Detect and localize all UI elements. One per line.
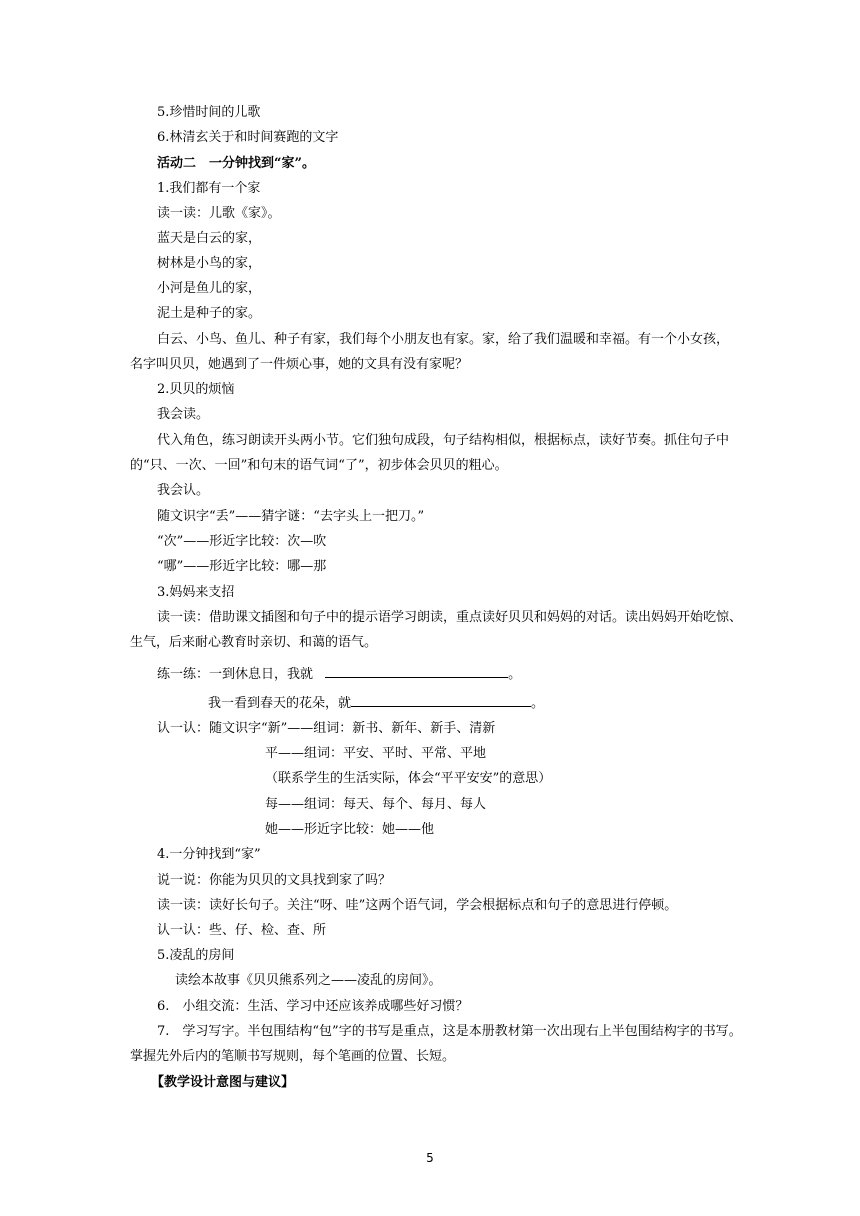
fill-in-line <box>208 692 544 713</box>
text-line: 读一读：儿歌《家》。 <box>157 206 281 221</box>
text-line: 白云、小鸟、鱼儿、种子有家，我们每个小朋友也有家。家，给了我们温暖和幸福。有一个小女孩， <box>157 332 730 347</box>
section-heading: 【教学设计意图与建议】 <box>151 1075 295 1090</box>
text-line: 掌握先外后内的笔顺书写规则，每个笔画的位置、长短。 <box>130 1049 456 1064</box>
text-line: 3.妈妈来支招 <box>157 585 235 600</box>
text-line: 6.林清玄关于和时间赛跑的文字 <box>157 130 339 145</box>
text-line: 她——形近字比较：她——他 <box>265 822 435 837</box>
text-line: 读一读：借助课文插图和句子中的提示语学习朗读，重点读好贝贝和妈妈的对话。读出妈妈开始吃惊、 <box>157 610 743 625</box>
text-line: 名字叫贝贝，她遇到了一件烦心事，她的文具有没有家呢？ <box>130 357 469 372</box>
text-line: “哪”——形近字比较：哪—那 <box>157 559 327 574</box>
fill-in-prompt: 我一看到春天的花朵，就 <box>208 696 352 711</box>
poem-line: 树林是小鸟的家， <box>157 256 262 271</box>
text-line: 2.贝贝的烦恼 <box>157 382 235 397</box>
fill-in-end: 。 <box>531 696 545 711</box>
text-line: 5.凌乱的房间 <box>157 948 235 963</box>
text-line: （联系学生的生活实际，体会“平平安安”的意思） <box>265 771 552 786</box>
text-line: 的“只、一次、一回”和句末的语气词“了”，初步体会贝贝的粗心。 <box>130 458 508 473</box>
text-line: 4.一分钟找到“家” <box>157 847 261 862</box>
text-line: 生气，后来耐心教育时亲切、和蔼的语气。 <box>130 635 378 650</box>
text-line: 随文识字“丢”——猜字谜：“去字头上一把刀。” <box>157 509 425 524</box>
text-line: 6. 小组交流：生活、学习中还应该养成哪些好习惯？ <box>157 999 469 1014</box>
text-line: 5.珍惜时间的儿歌 <box>157 105 261 120</box>
section-heading: 活动二 一分钟找到“家”。 <box>157 156 315 171</box>
poem-line: 泥土是种子的家。 <box>157 306 262 321</box>
fill-in-line <box>157 663 521 684</box>
text-line: “次”——形近字比较：次—吹 <box>157 534 327 549</box>
poem-line: 小河是鱼儿的家， <box>157 281 262 296</box>
text-line: 我会读。 <box>157 407 210 422</box>
text-line: 读一读：读好长句子。关注“呀、哇”这两个语气词，学会根据标点和句子的意思进行停顿。 <box>157 898 678 913</box>
fill-in-end: 。 <box>508 667 522 682</box>
text-line: 7. 学习写字。半包围结构“包”字的书写是重点，这是本册教材第一次出现右上半包围结构字的书写。 <box>157 1024 742 1039</box>
fill-in-prompt: 练一练：一到休息日，我就 <box>157 667 314 682</box>
text-line: 平——组词：平安、平时、平常、平地 <box>265 746 487 761</box>
fill-in-blank[interactable] <box>325 663 508 678</box>
text-line: 我会认。 <box>157 483 210 498</box>
text-line: 1.我们都有一个家 <box>157 181 261 196</box>
page-number: 5 <box>426 1151 434 1165</box>
text-line: 代入角色，练习朗读开头两小节。它们独句成段，句子结构相似，根据标点，读好节奏。抓住句子中 <box>157 433 730 448</box>
text-line: 读绘本故事《贝贝熊系列之——凌乱的房间》。 <box>175 973 442 988</box>
text-line: 认一认：些、仔、检、查、所 <box>157 923 327 938</box>
text-line: 说一说：你能为贝贝的文具找到家了吗？ <box>157 873 392 888</box>
text-line: 认一认：随文识字“新”——组词：新书、新年、新手、清新 <box>157 721 496 736</box>
poem-line: 蓝天是白云的家， <box>157 231 262 246</box>
fill-in-blank[interactable] <box>351 692 531 707</box>
text-line: 每——组词：每天、每个、每月、每人 <box>265 797 487 812</box>
